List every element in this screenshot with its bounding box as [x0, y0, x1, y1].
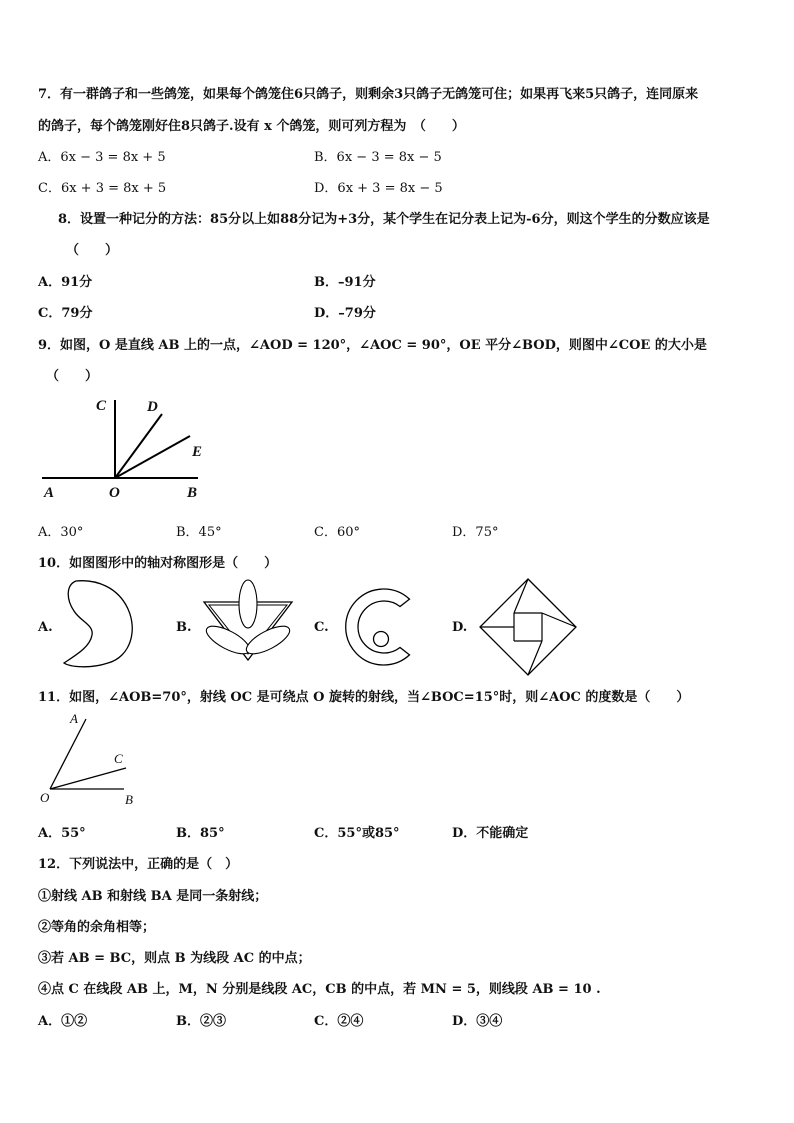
q10-option-a-letter[interactable]: A. [38, 620, 53, 635]
q7-option-d[interactable]: D．6x + 3 = 8x − 5 [314, 181, 443, 196]
q7-option-b[interactable]: B．6x − 3 = 8x − 5 [314, 150, 442, 165]
q9-label-d: D [147, 399, 158, 415]
q9-label-e: E [192, 444, 203, 460]
q9-ray-od [115, 414, 162, 478]
q8-stem-line1: 8．设置一种记分的方法：85分以上如88分记为+3分，某个学生在记分表上记为-6分，则这个学生的分数应该是 [58, 212, 710, 227]
q8-stem-line2: （ ） [66, 243, 119, 258]
q11-label-c: C [114, 751, 123, 766]
q8-option-c[interactable]: C．79分 [38, 306, 93, 321]
q9-option-b[interactable]: B．45° [176, 525, 222, 540]
q9-option-a[interactable]: A．30° [38, 525, 84, 540]
q11-option-a[interactable]: A．55° [38, 826, 86, 841]
q11-option-b[interactable]: B．85° [176, 826, 225, 841]
q12-stem: 12．下列说法中，正确的是（ ） [38, 857, 239, 872]
q11-option-c[interactable]: C．55°或85° [314, 826, 400, 841]
q11-label-b: B [125, 792, 133, 807]
q10-figure-d-square-pinwheel[interactable] [480, 577, 580, 677]
q7-stem-line2: 的鸽子，每个鸽笼刚好住8只鸽子.设有 x 个鸽笼，则可列方程为 （ ） [38, 119, 465, 134]
q12-statement-4: ④点 C 在线段 AB 上，M，N 分别是线段 AC，CB 的中点，若 MN = 5，则线段 AB = 10 . [38, 982, 601, 997]
q9-label-c: C [96, 398, 107, 414]
q10-option-d-letter[interactable]: D. [452, 620, 468, 635]
q10-stem: 10．如图图形中的轴对称图形是（ ） [38, 556, 278, 571]
q11-option-d[interactable]: D．不能确定 [452, 826, 529, 841]
q10-figure-c-ring[interactable] [340, 582, 420, 672]
q10-option-c-letter[interactable]: C. [314, 620, 329, 635]
q11-label-o: O [40, 790, 50, 805]
q9-ray-oe [115, 436, 190, 478]
q9-stem-line2: （ ） [46, 369, 99, 384]
q11-ray-oa [50, 719, 86, 789]
q11-label-a: A [70, 711, 78, 726]
q12-option-c[interactable]: C．②④ [314, 1014, 364, 1029]
q10-figure-b-triangle-petals[interactable] [200, 578, 296, 668]
q9-label-b: B [187, 485, 198, 501]
q10-figure-a-comma-shape[interactable] [60, 577, 140, 672]
q8-option-d[interactable]: D．–79分 [314, 306, 376, 321]
q8-option-b[interactable]: B．–91分 [314, 275, 376, 290]
q9-option-d[interactable]: D．75° [452, 525, 499, 540]
q9-label-o: O [109, 485, 120, 501]
q9-figure [40, 398, 210, 508]
q7-stem-line1: 7．有一群鸽子和一些鸽笼，如果每个鸽笼住6只鸽子，则剩余3只鸽子无鸽笼可住；如果再飞来5只鸽子，连同原来 [38, 87, 699, 102]
q9-option-c[interactable]: C．60° [314, 525, 360, 540]
q12-statement-2: ②等角的余角相等； [38, 920, 156, 935]
q12-option-b[interactable]: B．②③ [176, 1014, 226, 1029]
q12-statement-3: ③若 AB = BC，则点 B 为线段 AC 的中点； [38, 951, 311, 966]
q11-stem: 11．如图，∠AOB=70°，射线 OC 是可绕点 O 旋转的射线，当∠BOC=15°时，则∠AOC 的度数是（ ） [38, 690, 690, 705]
q12-option-d[interactable]: D．③④ [452, 1014, 503, 1029]
q7-option-a[interactable]: A．6x − 3 = 8x + 5 [38, 150, 166, 165]
q9-stem-line1: 9．如图，O 是直线 AB 上的一点，∠AOD = 120°，∠AOC = 90°，OE 平分∠BOD，则图中∠COE 的大小是 [38, 338, 707, 353]
q10-option-b-letter[interactable]: B. [176, 620, 192, 635]
q8-option-a[interactable]: A．91分 [38, 275, 93, 290]
q11-ray-oc [50, 768, 126, 789]
q12-statement-1: ①射线 AB 和射线 BA 是同一条射线； [38, 889, 268, 904]
q7-option-c[interactable]: C．6x + 3 = 8x + 5 [38, 181, 167, 196]
q12-option-a[interactable]: A．①② [38, 1014, 88, 1029]
q9-label-a: A [44, 485, 55, 501]
